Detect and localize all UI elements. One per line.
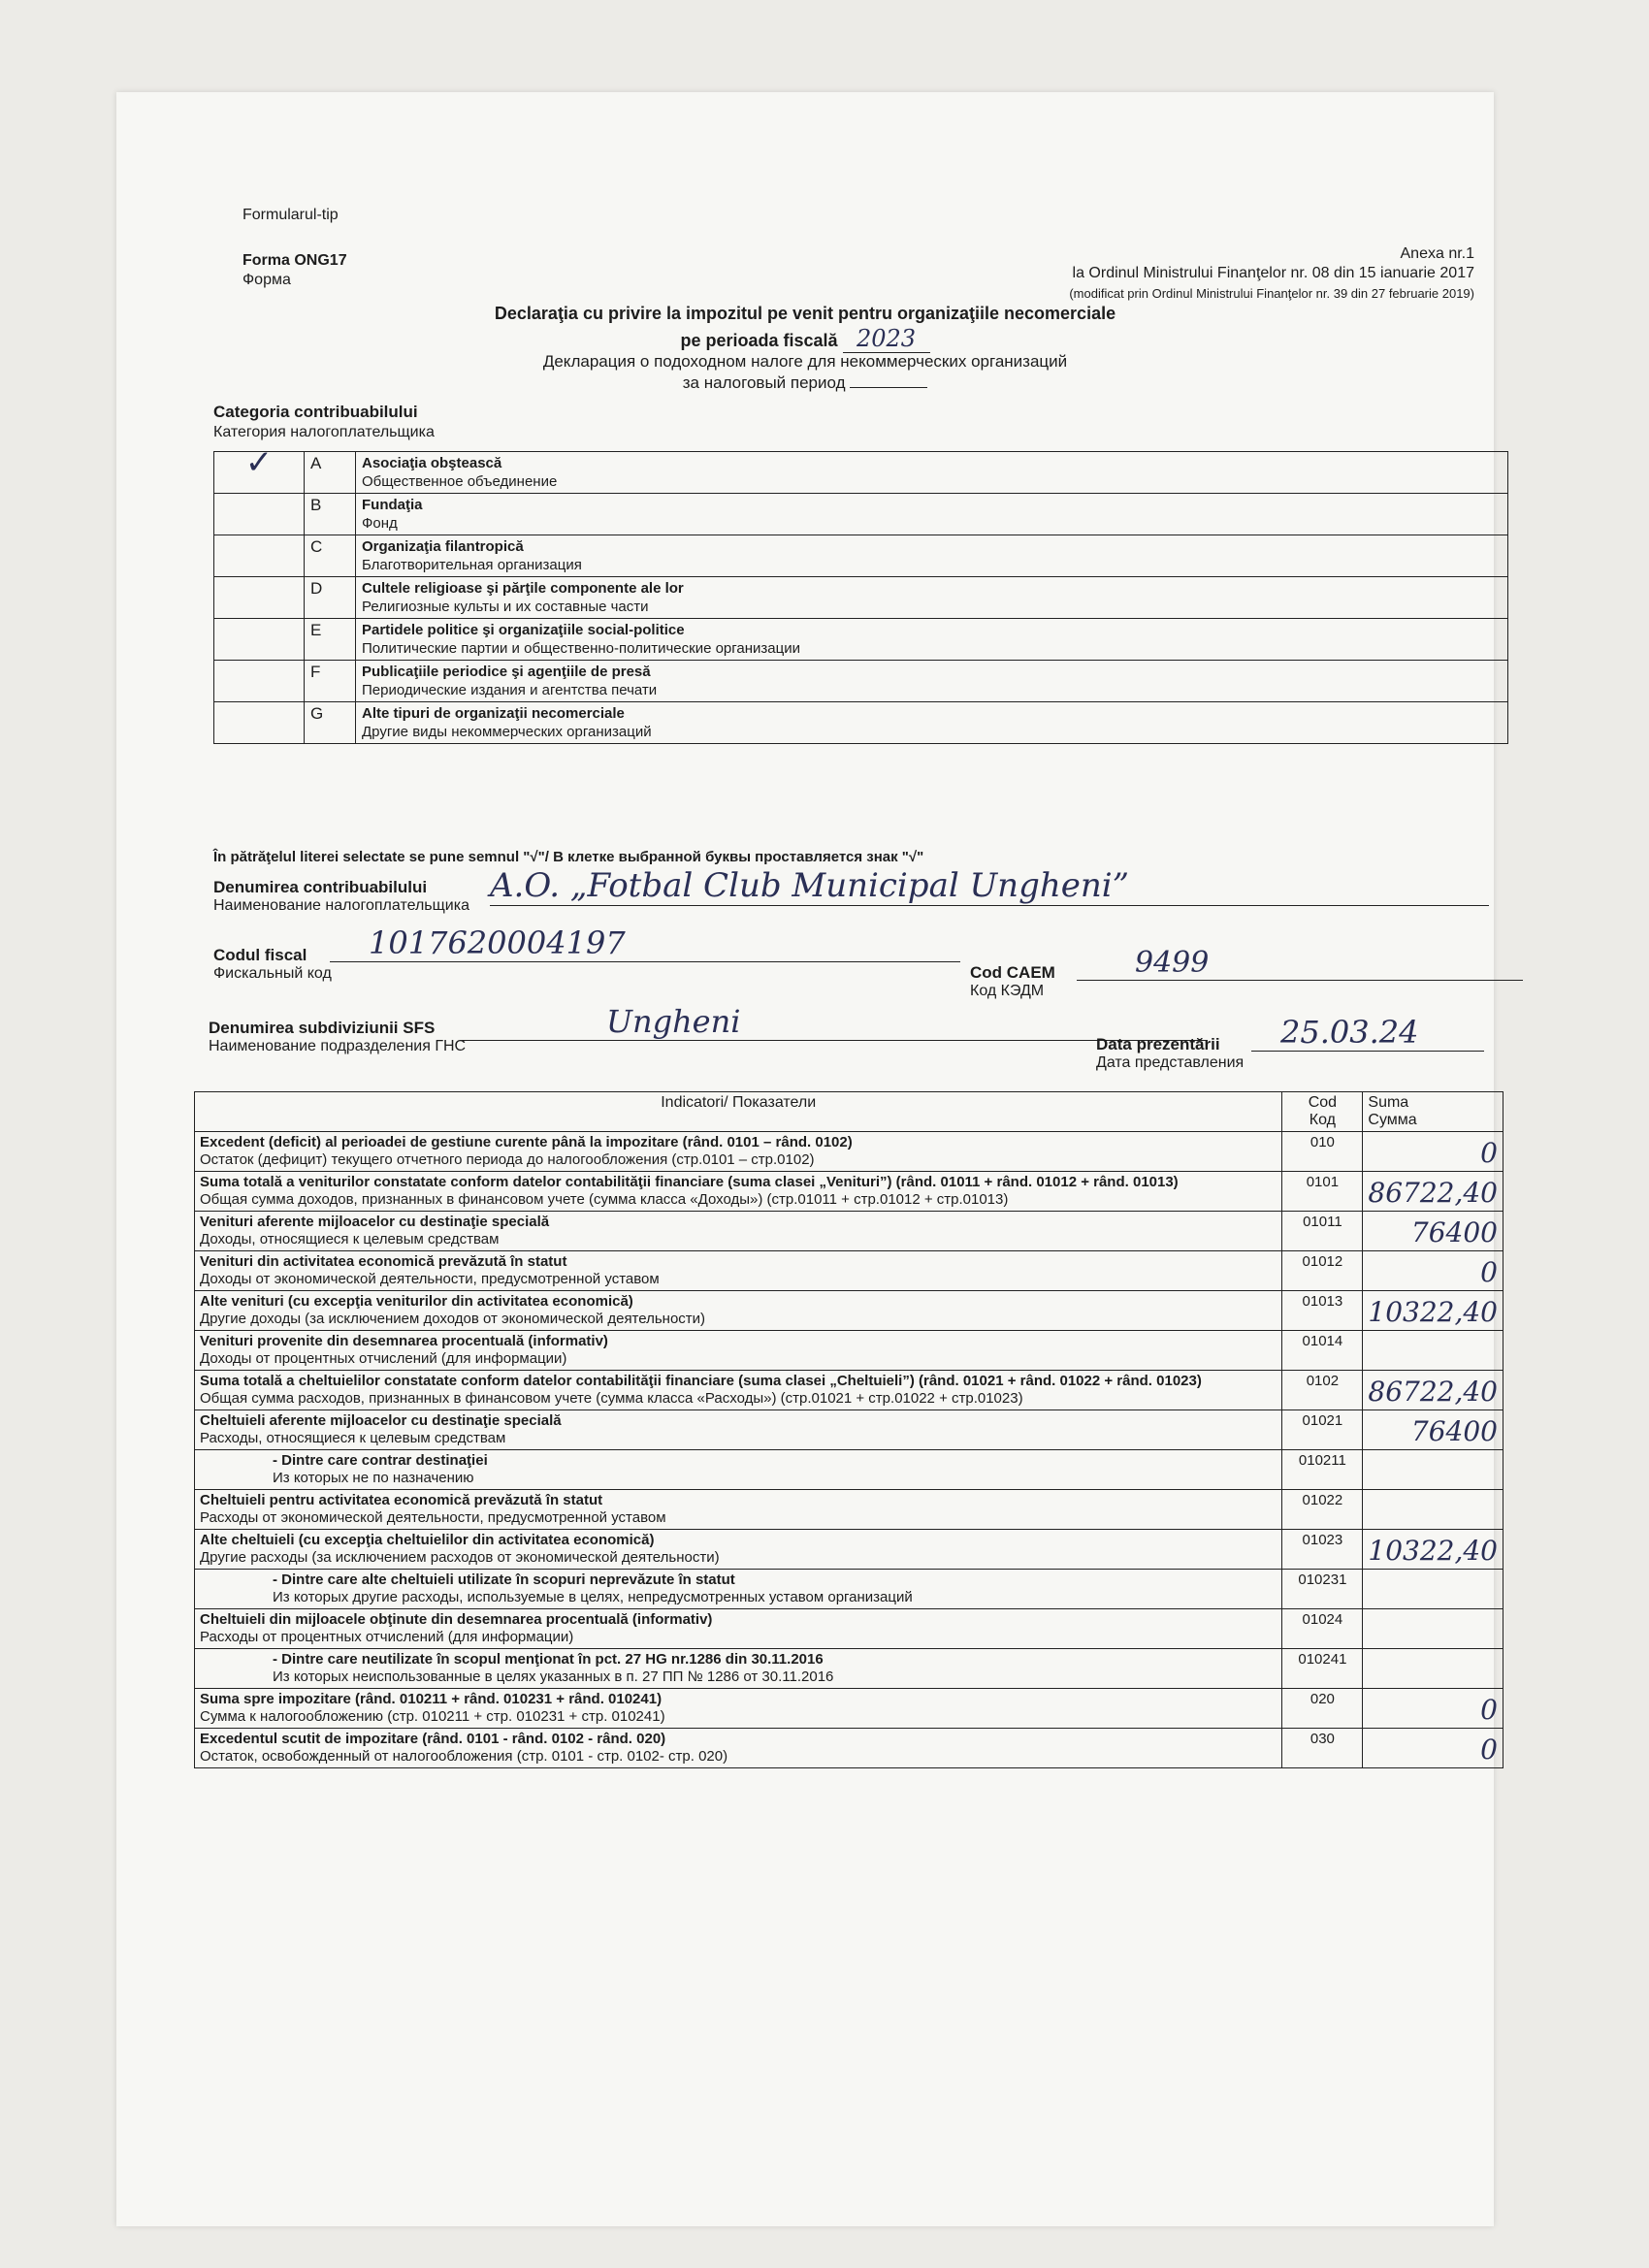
category-letter: B [305, 494, 356, 535]
indicator-name [195, 1689, 1282, 1729]
indicator-ru: Доходы от процентных отчислений (для информации) [200, 1350, 567, 1367]
indicator-row-0102 [195, 1371, 1504, 1410]
category-table [213, 444, 1508, 744]
indicator-ru: Расходы от экономической деятельности, предусмотренной уставом [200, 1509, 666, 1526]
indicator-sum[interactable]: 76400 [1363, 1212, 1504, 1251]
title-ru-period [116, 373, 1494, 393]
indicator-ro: Alte cheltuieli (cu excepţia cheltuielilor din activitatea economică) [200, 1532, 655, 1548]
indicator-sum[interactable] [1363, 1450, 1504, 1490]
category-ro: Asociaţia obştească [362, 455, 502, 471]
indicator-ru: Доходы от экономической деятельности, предусмотренной уставом [200, 1271, 660, 1287]
indicator-ro: Alte venituri (cu excepţia veniturilor din activitatea economică) [200, 1293, 633, 1310]
category-ro: Organizaţia filantropică [362, 538, 524, 555]
indicator-row-01021 [195, 1410, 1504, 1450]
indicator-code: 010241 [1282, 1649, 1363, 1689]
date-row [1096, 1014, 1419, 1072]
indicator-ro: - Dintre care alte cheltuieli utilizate în scopuri neprevăzute în statut [273, 1571, 735, 1588]
category-text [356, 702, 1508, 744]
indicator-code: 010 [1282, 1132, 1363, 1172]
indicator-sum[interactable]: 86722,40 [1363, 1371, 1504, 1410]
category-row-e[interactable] [214, 619, 1508, 661]
category-row-a[interactable] [214, 452, 1508, 494]
category-letter: F [305, 661, 356, 702]
category-ru: Другие виды некоммерческих организаций [362, 724, 652, 740]
category-ro: Publicaţiile periodice şi agenţiile de presă [362, 664, 651, 680]
indicator-ru: Расходы, относящиеся к целевым средствам [200, 1430, 506, 1446]
indicator-ro: Cheltuieli pentru activitatea economică prevăzută în statut [200, 1492, 603, 1508]
taxpayer-name-value[interactable]: A.O. „Fotbal Club Municipal Ungheni” [490, 866, 1489, 906]
indicator-code: 0101 [1282, 1172, 1363, 1212]
form-code: Forma ONG17 [242, 252, 347, 269]
category-ru: Политические партии и общественно-политические организации [362, 640, 800, 657]
fiscal-code-label-ru: Фискальный код [213, 965, 332, 982]
order-modified: (modificat prin Ordinul Ministrului Finanţelor nr. 39 din 27 februarie 2019) [1069, 286, 1474, 301]
indicator-name [195, 1331, 1282, 1371]
indicator-sum[interactable] [1363, 1490, 1504, 1530]
category-checkbox[interactable] [214, 619, 305, 661]
title-ro: Declaraţia cu privire la impozitul pe venit pentru organizaţiile necomerciale [494, 304, 1116, 323]
taxpayer-name-label-ru: Наименование налогоплательщика [213, 897, 469, 914]
indicator-sum[interactable]: 86722,40 [1363, 1172, 1504, 1212]
indicator-row-01014 [195, 1331, 1504, 1371]
indicator-ro: Venituri din activitatea economică prevăzută în statut [200, 1253, 567, 1270]
indicator-ru: Из которых другие расходы, используемые в целях, непредусмотренных уставом организаций [273, 1589, 913, 1605]
category-letter: G [305, 702, 356, 744]
indicator-ro: Cheltuieli din mijloacele obţinute din desemnarea procentuală (informativ) [200, 1611, 713, 1628]
category-text [356, 577, 1508, 619]
indicator-ro: Cheltuieli aferente mijloacelor cu destinaţie specială [200, 1412, 562, 1429]
indicator-sum[interactable]: 0 [1363, 1729, 1504, 1768]
indicators-header-code: Cod Код [1282, 1092, 1363, 1132]
indicator-row-010231 [195, 1570, 1504, 1609]
indicator-ru: Из которых неиспользованные в целях указанных в п. 27 ПП № 1286 от 30.11.2016 [273, 1669, 834, 1685]
indicator-ru: Остаток, освобожденный от налогообложения (стр. 0101 - стр. 0102- стр. 020) [200, 1748, 728, 1765]
indicators-header-sum: Suma Сумма [1363, 1092, 1504, 1132]
category-checkbox[interactable] [214, 535, 305, 577]
category-ru: Религиозные культы и их составные части [362, 599, 649, 615]
category-ru: Общественное объединение [362, 473, 558, 490]
indicator-row-010241 [195, 1649, 1504, 1689]
indicator-row-01013 [195, 1291, 1504, 1331]
indicator-code: 020 [1282, 1689, 1363, 1729]
category-ro: Cultele religioase şi părţile componente ale lor [362, 580, 684, 597]
order-reference: la Ordinul Ministrului Finanţelor nr. 08 din 15 ianuarie 2017 [1072, 265, 1474, 281]
indicator-ru: Другие доходы (за исключением доходов от экономической деятельности) [200, 1311, 706, 1327]
caem-label-ru: Код КЭДМ [970, 983, 1045, 999]
category-letter: A [305, 452, 356, 494]
indicator-ro: - Dintre care contrar destinaţiei [273, 1452, 488, 1469]
indicator-code: 0102 [1282, 1371, 1363, 1410]
category-row-f[interactable] [214, 661, 1508, 702]
indicator-row-01012 [195, 1251, 1504, 1291]
indicator-ru: Общая сумма расходов, признанных в финансовом учете (сумма класса «Расходы») (стр.01021 + стр.01022 + стр.01023) [200, 1390, 1023, 1407]
category-row-d[interactable] [214, 577, 1508, 619]
indicator-name [195, 1212, 1282, 1251]
indicator-code: 010231 [1282, 1570, 1363, 1609]
taxpayer-name-row [213, 866, 1494, 915]
category-ru: Фонд [362, 515, 398, 532]
caem-label: Cod CAEM [970, 963, 1055, 982]
sfs-row [209, 1003, 741, 1055]
indicator-name [195, 1251, 1282, 1291]
indicators-header-name: Indicatori/ Показатели [195, 1092, 1282, 1132]
indicator-code: 01023 [1282, 1530, 1363, 1570]
indicators-header-row [195, 1092, 1504, 1132]
title-ru-period-label: за налоговый период [682, 373, 846, 392]
indicator-ru: Доходы, относящиеся к целевым средствам [200, 1231, 500, 1247]
fiscal-period-value[interactable]: 2023 [843, 325, 930, 353]
sfs-label: Denumirea subdiviziunii SFS [209, 1019, 436, 1037]
indicator-sum[interactable] [1363, 1609, 1504, 1649]
indicator-sum[interactable]: 76400 [1363, 1410, 1504, 1450]
indicator-code: 01022 [1282, 1490, 1363, 1530]
category-checkbox[interactable] [214, 444, 305, 494]
date-label-ru: Дата представления [1096, 1054, 1245, 1071]
indicator-name [195, 1609, 1282, 1649]
category-row-c[interactable] [214, 535, 1508, 577]
form-code-ru: Форма [242, 272, 291, 288]
category-text [356, 661, 1508, 702]
category-letter: C [305, 535, 356, 577]
indicator-name [195, 1450, 1282, 1490]
indicator-code: 01013 [1282, 1291, 1363, 1331]
indicator-name [195, 1291, 1282, 1331]
title-ru: Декларация о подоходном налоге для некоммерческих организаций [542, 352, 1068, 371]
indicator-code: 01012 [1282, 1251, 1363, 1291]
indicator-sum[interactable]: 10322,40 [1363, 1530, 1504, 1570]
fiscal-code-label: Codul fiscal [213, 946, 307, 964]
taxpayer-name-label: Denumirea contribuabilului [213, 878, 428, 896]
indicator-row-010 [195, 1132, 1504, 1172]
category-checkbox[interactable] [214, 577, 305, 619]
indicator-code: 030 [1282, 1729, 1363, 1768]
indicator-row-01022 [195, 1490, 1504, 1530]
sfs-value[interactable]: Ungheni [461, 1003, 1208, 1041]
category-label-ru: Категория налогоплательщика [213, 424, 435, 440]
category-ro: Fundaţia [362, 497, 423, 513]
fiscal-code-row [213, 924, 626, 983]
indicator-name [195, 1410, 1282, 1450]
date-label: Data prezentării [1096, 1035, 1220, 1053]
indicator-ru: Сумма к налогообложению (стр. 010211 + стр. 010231 + стр. 010241) [200, 1708, 665, 1725]
indicator-ru: Из которых не по назначению [273, 1470, 474, 1486]
indicator-sum[interactable]: 0 [1363, 1132, 1504, 1172]
indicator-row-01024 [195, 1609, 1504, 1649]
date-value[interactable]: 25.03.24 [1251, 1014, 1484, 1052]
indicator-row-0101 [195, 1172, 1504, 1212]
indicator-name [195, 1649, 1282, 1689]
caem-row [970, 946, 1210, 1000]
indicator-sum[interactable]: 0 [1363, 1689, 1504, 1729]
indicator-sum[interactable]: 10322,40 [1363, 1291, 1504, 1331]
category-row-g[interactable] [214, 702, 1508, 744]
indicator-name [195, 1570, 1282, 1609]
indicator-row-020 [195, 1689, 1504, 1729]
category-text [356, 535, 1508, 577]
indicator-sum[interactable] [1363, 1649, 1504, 1689]
indicator-code: 01014 [1282, 1331, 1363, 1371]
category-letter: E [305, 619, 356, 661]
category-ru: Периодические издания и агентства печати [362, 682, 658, 698]
category-text [356, 494, 1508, 535]
annex-label: Anexa nr.1 [1400, 245, 1474, 262]
category-checkbox[interactable] [214, 661, 305, 702]
category-note: În pătrăţelul literei selectate se pune semnul "√"/ В клетке выбранной буквы проставляется знак "√" [213, 849, 924, 865]
indicator-name [195, 1729, 1282, 1768]
indicator-ro: Venituri aferente mijloacelor cu destinaţie specială [200, 1214, 550, 1230]
indicator-code: 01024 [1282, 1609, 1363, 1649]
indicator-code: 01021 [1282, 1410, 1363, 1450]
ru-period-blank[interactable] [850, 387, 927, 388]
category-ru: Благотворительная организация [362, 557, 582, 573]
indicator-code: 010211 [1282, 1450, 1363, 1490]
indicator-ru: Другие расходы (за исключением расходов от экономической деятельности) [200, 1549, 720, 1566]
category-checkbox[interactable] [214, 494, 305, 535]
indicator-ro: Excedent (deficit) al perioadei de gestiune curente până la impozitare (rând. 0101 – rând. 0102) [200, 1134, 853, 1150]
indicator-row-010211 [195, 1450, 1504, 1490]
indicator-ru: Остаток (дефицит) текущего отчетного периода до налогообложения (стр.0101 – стр.0102) [200, 1151, 815, 1168]
indicator-ru: Расходы от процентных отчислений (для информации) [200, 1629, 574, 1645]
indicator-ro: Suma totală a veniturilor constatate conform datelor contabilităţii financiare (suma clasei „Venituri”) (rând. 01011 + rând. 01012 + rând. 01013) [200, 1174, 1179, 1190]
fiscal-code-value[interactable]: 1017620004197 [330, 924, 960, 962]
check-mark-icon: ✓ [244, 444, 274, 481]
indicator-ro: Suma spre impozitare (rând. 010211 + rând. 010231 + rând. 010241) [200, 1691, 663, 1707]
category-row-b[interactable] [214, 494, 1508, 535]
indicator-sum[interactable] [1363, 1331, 1504, 1371]
form-sheet [116, 92, 1498, 2226]
indicator-name [195, 1132, 1282, 1172]
indicator-row-030 [195, 1729, 1504, 1768]
indicator-ru: Общая сумма доходов, признанных в финансовом учете (сумма класса «Доходы») (стр.01011 + стр.01012 + стр.01013) [200, 1191, 1009, 1208]
indicator-code: 01011 [1282, 1212, 1363, 1251]
indicator-name [195, 1172, 1282, 1212]
category-text [356, 619, 1508, 661]
indicator-ro: Venituri provenite din desemnarea procentuală (informativ) [200, 1333, 608, 1349]
form-type: Formularul-tip [242, 207, 339, 223]
category-letter: D [305, 577, 356, 619]
title-period-row [116, 325, 1494, 353]
indicator-row-01011 [195, 1212, 1504, 1251]
indicator-sum[interactable] [1363, 1570, 1504, 1609]
indicator-name [195, 1490, 1282, 1530]
indicators-table [194, 1091, 1504, 1768]
indicator-ro: - Dintre care neutilizate în scopul menţionat în pct. 27 HG nr.1286 din 30.11.2016 [273, 1651, 824, 1668]
indicator-ro: Excedentul scutit de impozitare (rând. 0101 - rând. 0102 - rând. 020) [200, 1731, 666, 1747]
indicator-sum[interactable]: 0 [1363, 1251, 1504, 1291]
category-ro: Partidele politice şi organizaţiile social-politice [362, 622, 685, 638]
category-checkbox[interactable] [214, 702, 305, 744]
sfs-label-ru: Наименование подразделения ГНС [209, 1038, 467, 1054]
category-ro: Alte tipuri de organizaţii necomerciale [362, 705, 625, 722]
indicator-name [195, 1371, 1282, 1410]
title-period-label: pe perioada fiscală [680, 331, 838, 350]
category-label: Categoria contribuabilului [213, 403, 418, 421]
indicator-name [195, 1530, 1282, 1570]
indicator-row-01023 [195, 1530, 1504, 1570]
caem-value[interactable]: 9499 [1077, 946, 1523, 981]
indicator-ro: Suma totală a cheltuielilor constatate conform datelor contabilităţii financiare (suma clasei „Cheltuieli”) (rând. 01021 + rând. 01022 + rând. 01023) [200, 1373, 1202, 1389]
category-text [356, 452, 1508, 494]
